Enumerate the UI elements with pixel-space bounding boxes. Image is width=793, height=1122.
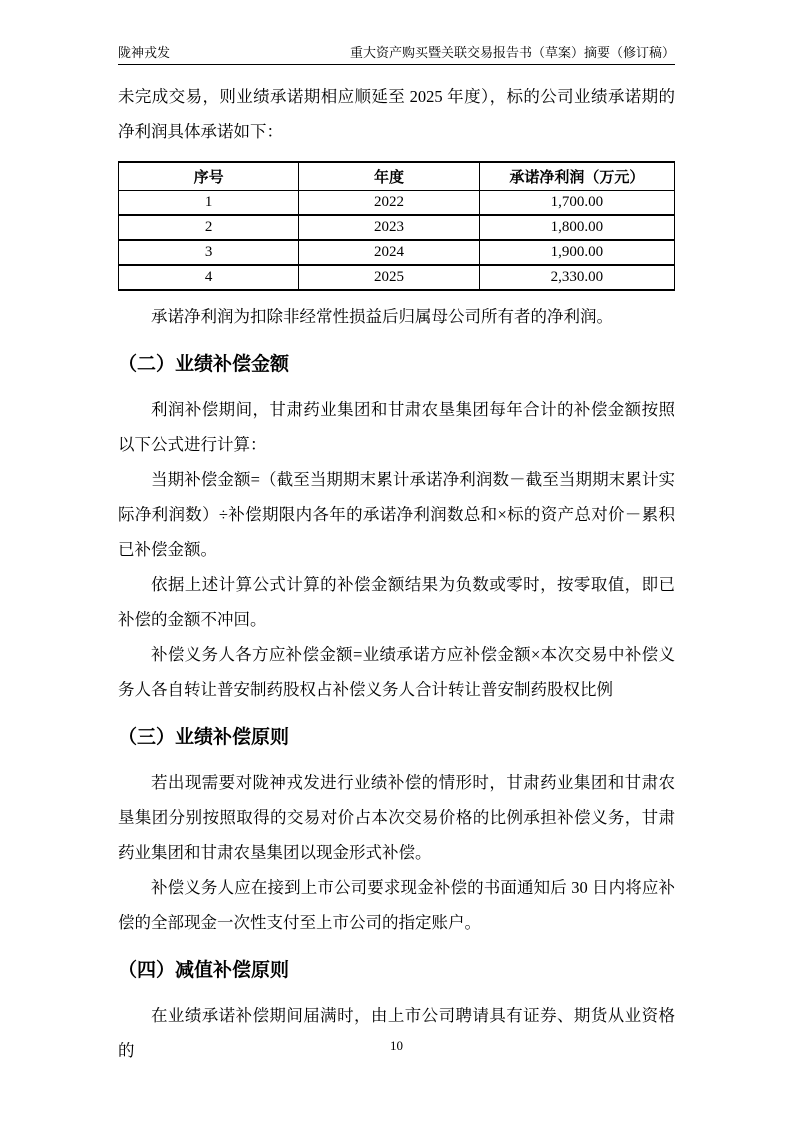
- table-cell: 2024: [299, 240, 480, 265]
- section-heading-3: （三）业绩补偿原则: [118, 727, 290, 748]
- section-heading-4: （四）减值补偿原则: [118, 960, 290, 981]
- column-header-profit: 承诺净利润（万元）: [479, 162, 674, 191]
- header-company-name: 陇神戎发: [118, 45, 171, 60]
- table-cell: 2: [119, 215, 299, 240]
- section4-paragraph-1: 在业绩承诺补偿期间届满时，由上市公司聘请具有证券、期货从业资格的: [118, 1006, 675, 1060]
- table-row: [119, 191, 675, 216]
- section2-paragraph-3: 依据上述计算公式计算的补偿金额结果为负数或零时，按零取值，即已补偿的金额不冲回。: [118, 575, 675, 629]
- profit-commitment-table: [118, 161, 675, 291]
- table-row: [119, 215, 675, 240]
- section3-paragraph-2: 补偿义务人应在接到上市公司要求现金补偿的书面通知后 30 日内将应补偿的全部现金一次性支付至上市公司的指定账户。: [118, 878, 675, 932]
- table-cell: 2023: [299, 215, 480, 240]
- header-document-title: 重大资产购买暨关联交易报告书（草案）摘要（修订稿）: [349, 45, 675, 60]
- table-cell: 1: [119, 191, 299, 216]
- table-cell: 1,900.00: [479, 240, 674, 265]
- section2-paragraph-1: 利润补偿期间，甘肃药业集团和甘肃农垦集团每年合计的补偿金额按照以下公式进行计算：: [118, 400, 675, 454]
- page-number: 10: [390, 1038, 403, 1053]
- table-header-row: [119, 162, 675, 191]
- table-cell: 4: [119, 265, 299, 290]
- column-header-year: 年度: [299, 162, 480, 191]
- column-header-seq: 序号: [119, 162, 299, 191]
- table-body: [119, 191, 675, 291]
- note-paragraph: 承诺净利润为扣除非经常性损益后归属母公司所有者的净利润。: [151, 307, 613, 326]
- table-cell: 3: [119, 240, 299, 265]
- page-header: [118, 44, 675, 65]
- section3-paragraph-1: 若出现需要对陇神戎发进行业绩补偿的情形时，甘肃药业集团和甘肃农垦集团分别按照取得的交易对价占本次交易价格的比例承担补偿义务，甘肃药业集团和甘肃农垦集团以现金形式补偿。: [118, 773, 675, 862]
- table-cell: 1,700.00: [479, 191, 674, 216]
- table-cell: 2022: [299, 191, 480, 216]
- section2-paragraph-2: 当期补偿金额=（截至当期期末累计承诺净利润数－截至当期期末累计实际净利润数）÷补偿期限内各年的承诺净利润数总和×标的资产总对价－累积已补偿金额。: [118, 470, 675, 559]
- table-cell: 2025: [299, 265, 480, 290]
- table-cell: 2,330.00: [479, 265, 674, 290]
- intro-paragraph: 未完成交易，则业绩承诺期相应顺延至 2025 年度），标的公司业绩承诺期的净利润具体承诺如下：: [118, 87, 675, 141]
- table-cell: 1,800.00: [479, 215, 674, 240]
- table-row: [119, 240, 675, 265]
- table-row: [119, 265, 675, 290]
- section-heading-2: （二）业绩补偿金额: [118, 354, 290, 375]
- section2-paragraph-4: 补偿义务人各方应补偿金额=业绩承诺方应补偿金额×本次交易中补偿义务人各自转让普安制药股权占补偿义务人合计转让普安制药股权比例: [118, 645, 675, 699]
